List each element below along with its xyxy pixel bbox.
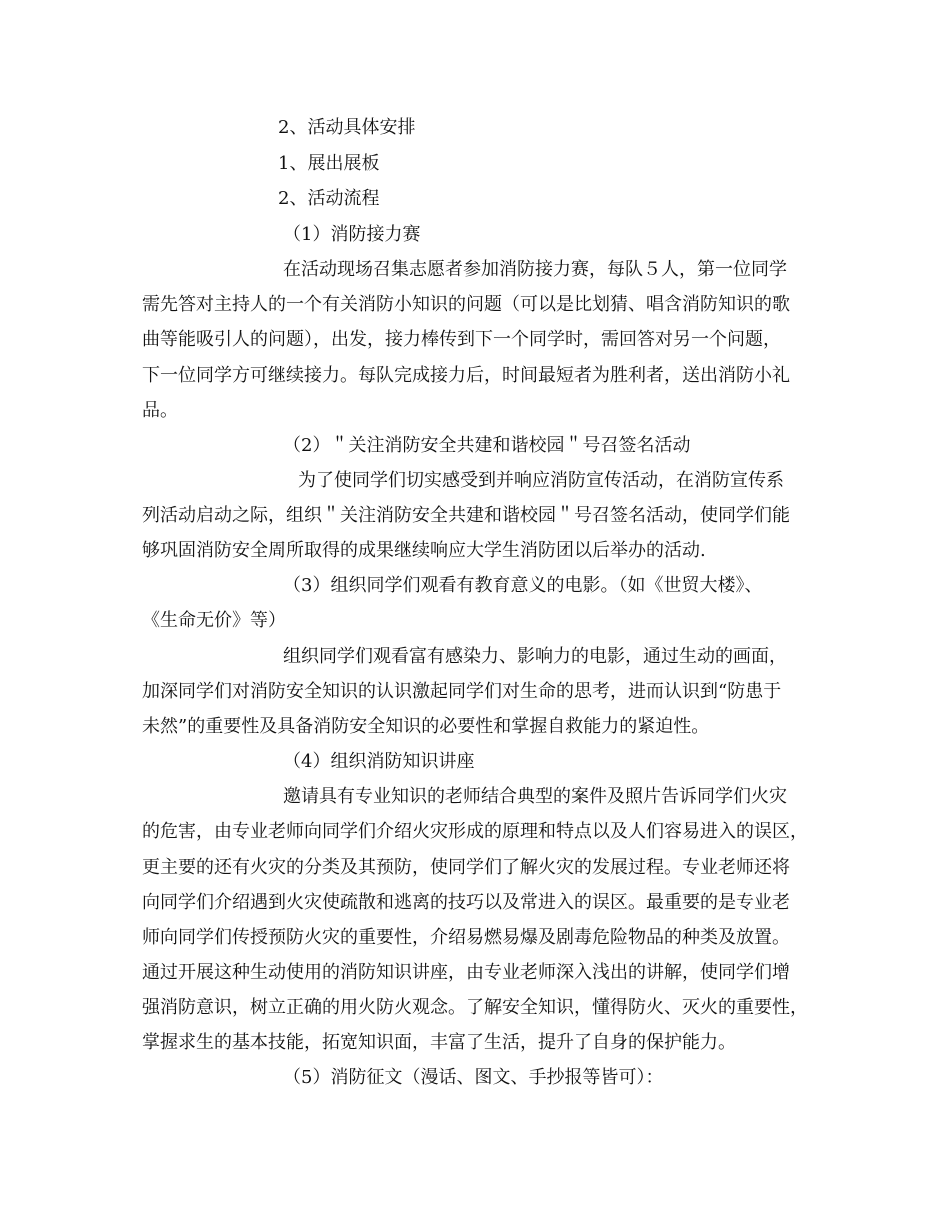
paragraph-line: 列活动启动之际，组织＂关注消防安全共建和谐校园＂号召签名活动，使同学们能 bbox=[142, 505, 790, 526]
subheading-relay-race: （1）消防接力赛 bbox=[283, 224, 421, 245]
subheading-signature-campaign: （2）＂关注消防安全共建和谐校园＂号召签名活动 bbox=[283, 435, 691, 456]
paragraph-line: 曲等能吸引人的问题），出发，接力棒传到下一个同学时，需回答对另一个问题， bbox=[142, 329, 781, 350]
paragraph-line: 强消防意识，树立正确的用火防火观念。了解安全知识，懂得防火、灭火的重要性， bbox=[142, 997, 808, 1018]
heading-display-boards: 1、展出展板 bbox=[278, 153, 380, 174]
heading-activity-process: 2、活动流程 bbox=[278, 188, 380, 209]
paragraph-line: 下一位同学方可继续接力。每队完成接力后，时间最短者为胜利者，送出消防小礼 bbox=[142, 365, 790, 386]
paragraph-line: 掌握求生的基本技能，拓宽知识面，丰富了生活，提升了自身的保护能力。 bbox=[142, 1032, 736, 1053]
paragraph-line: 的危害，由专业老师向同学们介绍火灾形成的原理和特点以及人们容易进入的误区， bbox=[142, 821, 808, 842]
paragraph-line: 未然”的重要性及具备消防安全知识的必要性和掌握自救能力的紧迫性。 bbox=[142, 716, 710, 737]
paragraph-line: 组织同学们观看富有感染力、影响力的电影，通过生动的画面， bbox=[283, 646, 787, 667]
paragraph-line: 加深同学们对消防安全知识的认识激起同学们对生命的思考，进而认识到“防患于 bbox=[142, 681, 782, 702]
paragraph-line: 品。 bbox=[142, 400, 178, 421]
subheading-fire-essay: （5）消防征文（漫话、图文、手抄报等皆可）： bbox=[283, 1067, 664, 1088]
subheading-movie-viewing-cont: 《生命无价》等） bbox=[142, 610, 286, 631]
paragraph-line: 够巩固消防安全周所取得的成果继续响应大学生消防团以后举办的活动. bbox=[142, 540, 706, 561]
paragraph-line: 为了使同学们切实感受到并响应消防宣传活动，在消防宣传系 bbox=[298, 470, 784, 491]
paragraph-line: 需先答对主持人的一个有关消防小知识的问题（可以是比划猜、唱含消防知识的歌 bbox=[142, 294, 790, 315]
paragraph-line: 在活动现场召集志愿者参加消防接力赛，每队５人，第一位同学 bbox=[283, 259, 787, 280]
subheading-movie-viewing: （3）组织同学们观看有教育意义的电影。（如《世贸大楼》、 bbox=[283, 575, 763, 596]
heading-activity-schedule: 2、活动具体安排 bbox=[278, 117, 416, 138]
paragraph-line: 通过开展这种生动使用的消防知识讲座，由专业老师深入浅出的讲解，使同学们增 bbox=[142, 962, 790, 983]
paragraph-line: 更主要的还有火灾的分类及其预防，使同学们了解火灾的发展过程。专业老师还将 bbox=[142, 857, 790, 878]
paragraph-line: 邀请具有专业知识的老师结合典型的案件及照片告诉同学们火灾 bbox=[283, 786, 787, 807]
paragraph-line: 向同学们介绍遇到火灾使疏散和逃离的技巧以及常进入的误区。最重要的是专业老 bbox=[142, 892, 790, 913]
subheading-fire-lecture: （4）组织消防知识讲座 bbox=[283, 751, 475, 772]
paragraph-line: 师向同学们传授预防火灾的重要性，介绍易燃易爆及剧毒危险物品的种类及放置。 bbox=[142, 927, 790, 948]
